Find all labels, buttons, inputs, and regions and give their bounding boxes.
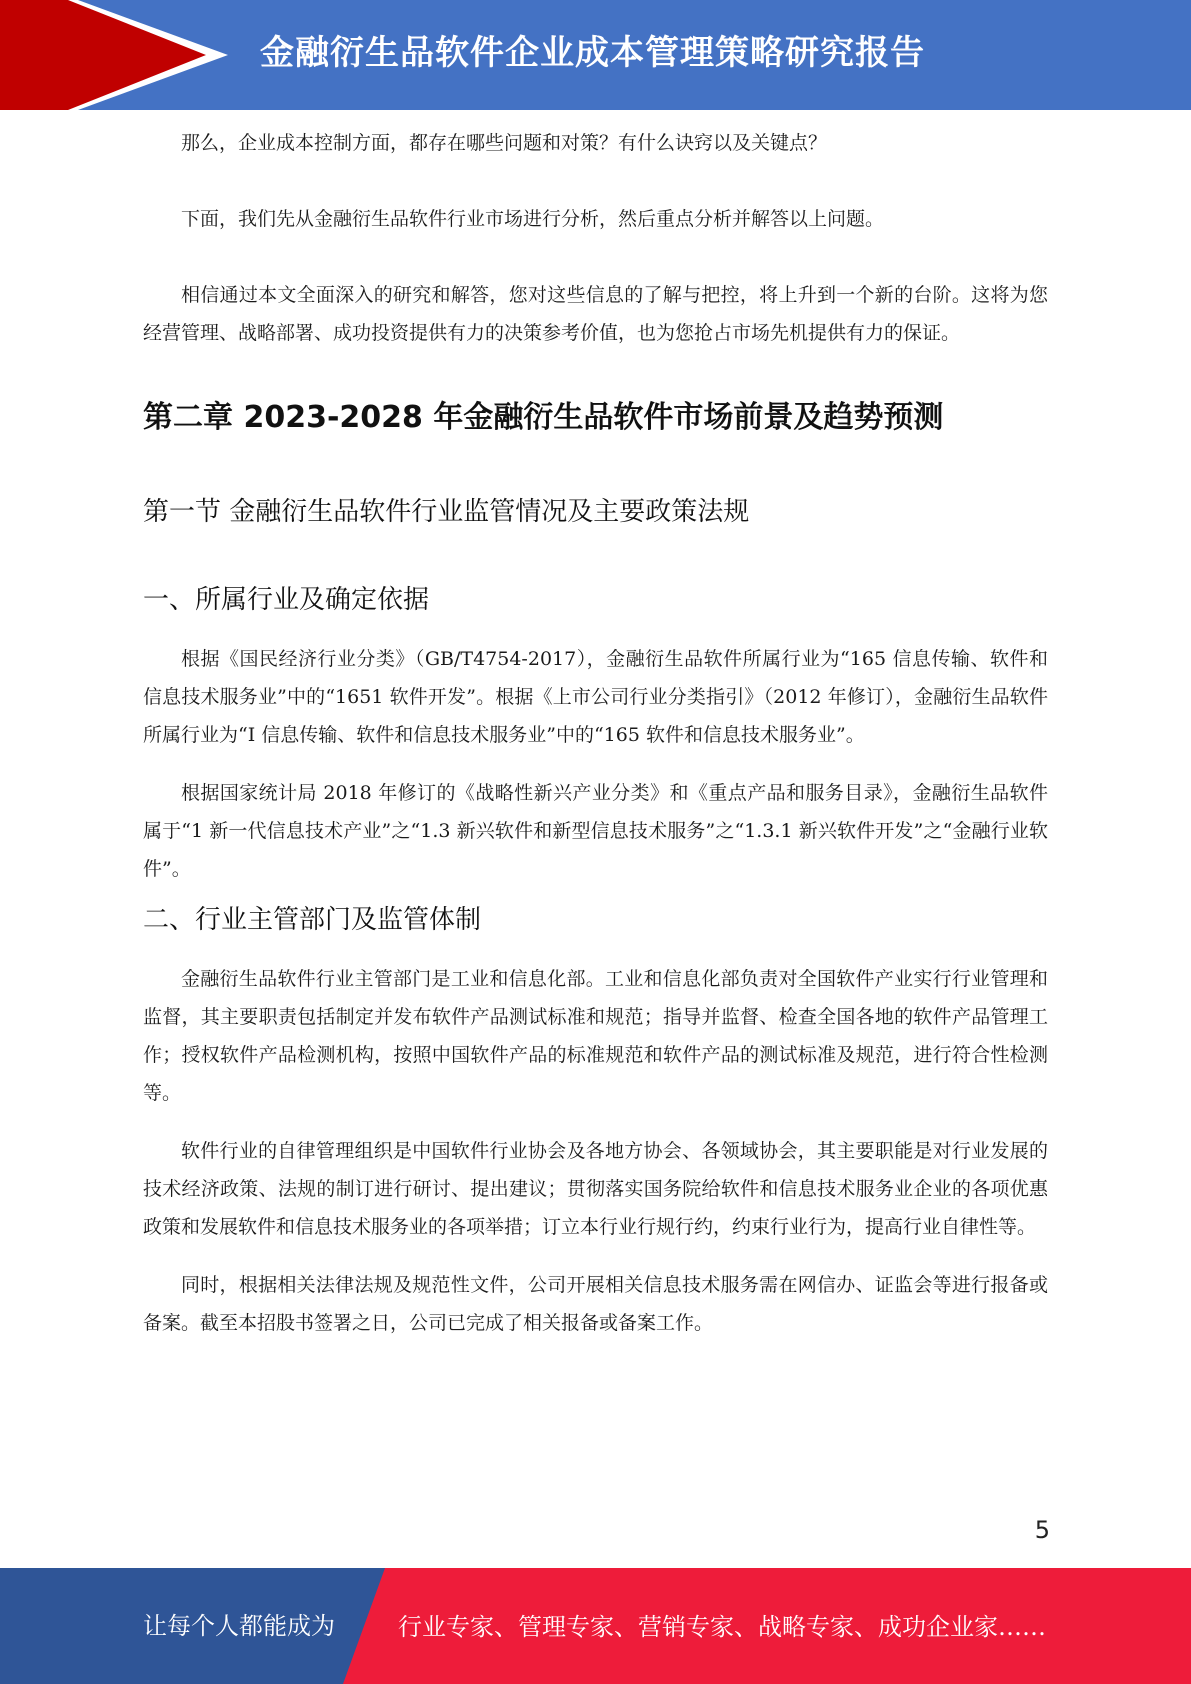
intro-paragraph-3: 相信通过本文全面深入的研究和解答，您对这些信息的了解与把控，将上升到一个新的台阶。这将为您经营管理、战略部署、成功投资提供有力的决策参考价值，也为您抢占市场先机提供有力的保证。 (143, 284, 1048, 344)
part1-paragraph-1: 根据《国民经济行业分类》（GB/T4754-2017），金融衍生品软件所属行业为“165 信息传输、软件和信息技术服务业”中的“1651 软件开发”。根据《上市公司行业分类指引》（2012 年修订），金融衍生品软件所属行业为“I 信息传输、软件和信息技术服务业”中的“165 软件和信息技术服务业”。 (143, 648, 1048, 746)
report-title: 金融衍生品软件企业成本管理策略研究报告 (260, 33, 925, 73)
footer-slogan-left: 让每个人都能成为 (143, 1612, 335, 1640)
page-header (0, 0, 1191, 110)
subsection-title-1: 一、所属行业及确定依据 (143, 585, 430, 615)
page-number: 5 (1034, 1516, 1050, 1544)
chapter-title: 第二章 2023-2028 年金融衍生品软件市场前景及趋势预测 (143, 400, 944, 435)
subsection-title-2: 二、行业主管部门及监管体制 (143, 905, 482, 935)
intro-paragraph-1: 那么，企业成本控制方面，都存在哪些问题和对策？有什么诀窍以及关键点？ (181, 132, 828, 154)
part1-paragraph-2: 根据国家统计局 2018 年修订的《战略性新兴产业分类》和《重点产品和服务目录》，金融衍生品软件属于“1 新一代信息技术产业”之“1.3 新兴软件和新型信息技术服务”之“1.3.1 新兴软件开发”之“金融行业软件”。 (143, 782, 1048, 880)
intro-paragraph-2: 下面，我们先从金融衍生品软件行业市场进行分析，然后重点分析并解答以上问题。 (181, 208, 885, 230)
part2-paragraph-3: 同时，根据相关法律法规及规范性文件，公司开展相关信息技术服务需在网信办、证监会等进行报备或备案。截至本招股书签署之日，公司已完成了相关报备或备案工作。 (143, 1274, 1048, 1334)
part2-paragraph-1: 金融衍生品软件行业主管部门是工业和信息化部。工业和信息化部负责对全国软件产业实行行业管理和监督，其主要职责包括制定并发布软件产品测试标准和规范；指导并监督、检查全国各地的软件产品管理工作；授权软件产品检测机构，按照中国软件产品的标准规范和软件产品的测试标准及规范，进行符合性检测等。 (143, 968, 1048, 1104)
footer-slogan-right: 行业专家、管理专家、营销专家、战略专家、成功企业家…… (398, 1613, 1046, 1641)
part2-paragraph-2: 软件行业的自律管理组织是中国软件行业协会及各地方协会、各领域协会，其主要职能是对行业发展的技术经济政策、法规的制订进行研讨、提出建议；贯彻落实国务院给软件和信息技术服务业企业的各项优惠政策和发展软件和信息技术服务业的各项举措；订立本行业行规行约，约束行业行为，提高行业自律性等。 (143, 1140, 1048, 1238)
section-title: 第一节 金融衍生品软件行业监管情况及主要政策法规 (143, 497, 750, 527)
page-footer (0, 1568, 1191, 1684)
document-body (143, 124, 1048, 1342)
header-red-strip (0, 0, 68, 110)
